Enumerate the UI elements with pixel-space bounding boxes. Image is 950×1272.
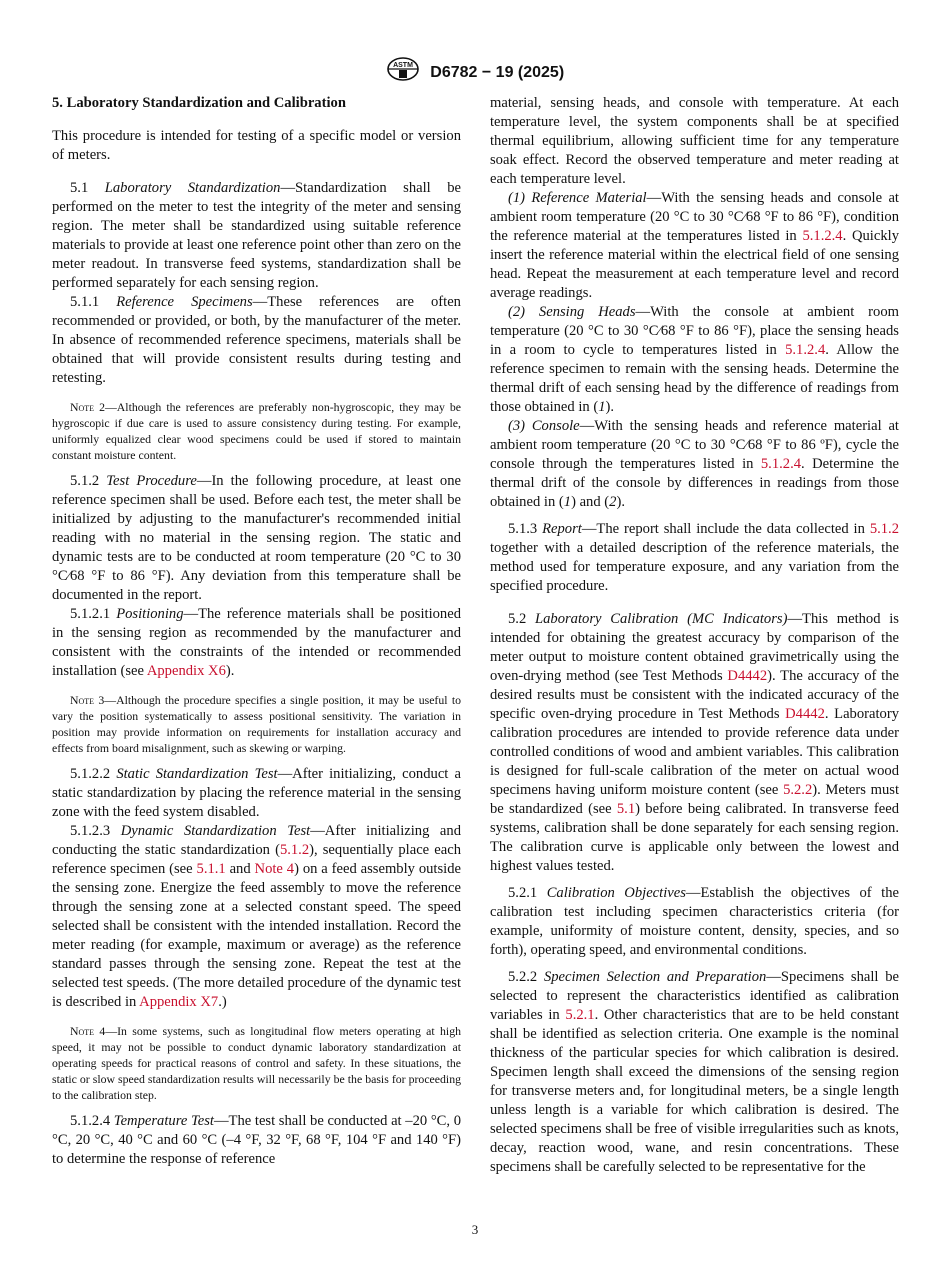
section-title: 5. Laboratory Standardization and Calibration	[52, 95, 346, 111]
link-5-1-2-4[interactable]: 5.1.2.4	[760, 456, 802, 472]
paragraph-title: Reference Specimens	[116, 294, 253, 310]
section-number: 5.1.2	[70, 473, 100, 489]
paragraph-title: Dynamic Standardization Test	[120, 823, 311, 839]
note-4	[52, 1023, 461, 1103]
paragraph-title: Temperature Test	[113, 1113, 214, 1129]
link-5-1-2-4[interactable]: 5.1.2.4	[785, 342, 826, 358]
paragraph-text: —This method is intended for obtaining the greatest accuracy by comparison of the meter output to moisture content obtained gravimetrically using the oven-drying method (see Test Methods	[490, 611, 899, 684]
note-3	[52, 692, 461, 756]
paragraph-5-1-2-3	[52, 822, 461, 1012]
paragraph-5-1-3	[490, 520, 899, 596]
paragraph-5-1-1	[52, 293, 461, 388]
link-note-4[interactable]: Note 4	[254, 861, 295, 877]
paragraph-text: ). The accuracy of the desired results must be consistent with the indicated accuracy of the specific oven-drying procedure in Test Methods	[490, 668, 900, 722]
paragraph-text: —In the following procedure, at least one reference specimen shall be used. Before each test, the meter shall be initialized by adjusting to the manufacturer's recommended initial reading with no material in the sensing region. The static and dynamic tests are to be conducted at room temperature (20 °C to 30 °C⁄68 °F to 86 °F). Any deviation from this temperature shall be documented in the report.	[52, 473, 461, 603]
link-5-1-2[interactable]: 5.1.2	[869, 521, 899, 537]
note-2	[52, 399, 461, 463]
section-number: 5.1.2.2	[70, 766, 111, 782]
paragraph-text: —After initializing, conduct a static standardization by placing the reference material in the sensing zone with the feed system disabled.	[52, 766, 461, 820]
paragraph-text: ), sequentially place each reference specimen (see	[52, 842, 462, 877]
paragraph-title: Static Standardization Test	[116, 766, 278, 782]
item-ref-number: 2	[609, 494, 617, 510]
note-text: —In some systems, such as longitudinal flow meters operating at high speed, it may not be possible to conduct dynamic laboratory standardization at operating speeds for practical reasons of control and safety. In these situations, the static or slow speed standardization results will necessarily be the basis for proceeding to the calibration step.	[52, 1024, 462, 1102]
note-label: Note 3	[70, 693, 105, 707]
item-text: . Quickly insert the reference material within the electrical field of one sensing head. Repeat the measurement at each temperature level and record average readings.	[490, 228, 899, 301]
paragraph-text: .)	[218, 994, 227, 1010]
item-text: . Allow the reference specimen to remain with the sensing heads. Determine the thermal drift of each sensing head by the difference of readings from those obtained in (	[490, 342, 899, 415]
paragraph-text: —The test shall be conducted at –20 °C, 0 °C, 20 °C, 40 °C and 60 °C (–4 °F, 32 °F, 68 °F, 104 °F and 140 °F) to determine the response of reference	[52, 1113, 461, 1167]
paragraph-text: —Specimens shall be selected to represent the characteristics identified as calibration variables in	[490, 969, 899, 1023]
paragraph-5-1	[52, 179, 461, 293]
paragraph-5-2-1	[490, 884, 899, 960]
link-5-1[interactable]: 5.1	[616, 801, 636, 817]
paragraph-text: ). Meters must be standardized (see	[490, 782, 900, 817]
section-number: 5.2.2	[508, 969, 538, 985]
item-ref-number: 1	[563, 494, 572, 510]
item-title: (1) Reference Material	[508, 190, 647, 206]
paragraph-title: Report	[542, 521, 582, 537]
paragraph-title: Laboratory Standardization	[104, 180, 281, 196]
link-5-1-1[interactable]: 5.1.1	[196, 861, 226, 877]
paragraph-text: —The reference materials shall be positioned in the sensing region as recommended by the manufacturer and consistent with the constraints of the intended or recommended installation (see	[52, 606, 461, 679]
note-text: —Although the procedure specifies a single position, it may be useful to vary the position systematically to assess positional sensitivity. The variation in position may provide information on requirements for installation accuracy and effects from board misalignment, such as skewing or warping.	[52, 693, 461, 755]
paragraph-text: —After initializing and conducting the static standardization (	[52, 823, 461, 858]
link-5-2-1[interactable]: 5.2.1	[565, 1007, 595, 1023]
paragraph-text: and	[225, 861, 255, 877]
section-number: 5.1	[70, 180, 89, 196]
paragraph-text: —Establish the objectives of the calibration test including specimen characteristics criteria (for example, uniformity of moisture content, density, species, and so forth), operating speed, and environmental conditions.	[490, 885, 899, 958]
item-title: (2) Sensing Heads	[508, 304, 636, 320]
continued-paragraph: material, sensing heads, and console with temperature. At each temperature level, the system components shall be at specified thermal equilibrium, allowing sufficient time for any temperature soak effect. Record the observed temperature and meter reading at each temperature level.	[490, 95, 899, 187]
item-text: ).	[605, 399, 615, 415]
link-5-1-2-4[interactable]: 5.1.2.4	[802, 228, 843, 244]
paragraph-5-2	[490, 610, 899, 876]
link-d4442[interactable]: D4442	[785, 706, 825, 722]
item-text: . Determine the thermal drift of the console by differences in readings from those obtained in (	[490, 456, 899, 510]
paragraph-text: —The report shall include the data collected in	[581, 521, 870, 537]
item-title: (3) Console	[508, 418, 580, 434]
paragraph-5-1-2	[52, 472, 461, 605]
item-text: ) and (	[571, 494, 610, 510]
link-d4442[interactable]: D4442	[727, 668, 768, 684]
paragraph-title: Calibration Objectives	[546, 885, 686, 901]
paragraph-title: Laboratory Calibration (MC Indicators)	[535, 611, 788, 627]
svg-text:ASTM: ASTM	[392, 62, 413, 69]
designation: D6782 − 19 (2025)	[430, 63, 565, 81]
page-number: 3	[471, 1222, 479, 1237]
section-number: 5.1.2.4	[70, 1113, 111, 1129]
item-text: —With the console at ambient room temperature (20 °C to 30 °C⁄68 °F to 86 °F), place the sensing heads in a room to cycle to temperatures listed in	[490, 304, 899, 358]
page-header	[0, 57, 950, 88]
paragraph-5-2-2	[490, 968, 899, 1177]
item-sensing-heads	[490, 303, 899, 417]
section-number: 5.1.2.3	[70, 823, 111, 839]
link-appendix-x6[interactable]: Appendix X6	[146, 663, 226, 679]
item-reference-material	[490, 189, 899, 303]
paragraph-title: Positioning	[116, 606, 184, 622]
item-text: —With the sensing heads and console at ambient room temperature (20 °C to 30 °C⁄68 °F to 86 °F), condition the reference material at the temperatures listed in	[490, 190, 899, 244]
paragraph-text: ) on a feed assembly outside the sensing zone. Energize the feed assembly to move the reference through the sensing zone at a selected constant speed. The speed selected shall be consistent with the intended installation. Record the meter reading (for example, maximum or average) as the reference standard passes through the sensing zone. Repeat the test at the selected test speeds. (The more detailed procedure of the dynamic test is described in	[52, 861, 461, 1010]
item-text: ).	[616, 494, 625, 510]
paragraph-text: . Laboratory calibration procedures are intended to provide reference data under controlled conditions of wood and ambient variables. This calibration is designed for full-scale calibration of the meter on actual wood specimens having uniform moisture content (see	[490, 706, 899, 798]
astm-logo-icon	[386, 57, 420, 88]
note-label: Note 2	[70, 400, 105, 414]
intro-paragraph: This procedure is intended for testing of a specific model or version of meters.	[52, 128, 461, 163]
paragraph-title: Test Procedure	[106, 473, 197, 489]
paragraph-5-1-2-2	[52, 765, 461, 822]
right-column	[490, 94, 899, 1177]
section-number: 5.2.1	[508, 885, 538, 901]
section-number: 5.1.2.1	[70, 606, 111, 622]
paragraph-text: . Other characteristics that are to be held constant shall be identified as selection criteria. One example is the nominal thickness of the particular species for which calibration is desired. Specimen length shall exceed the dimensions of the sensing region for transverse meters and, for longitudinal meters, be a single length unless length is a variable for which calibration is desired. The selected specimens shall be free of visible irregularities such as knots, decay, reaction wood, wane, and resin concentrations. These specimens shall be carefully selected to be representative for the	[490, 1007, 899, 1175]
paragraph-text: —Standardization shall be performed on the meter to test the integrity of the meter and sensing region. The meter shall be standardized using suitable reference materials to provide at least one reference point other than zero on the meter readout. In transverse feed systems, standardization shall be performed separately for each sensing region.	[52, 180, 461, 291]
link-5-2-2[interactable]: 5.2.2	[783, 782, 813, 798]
link-appendix-x7[interactable]: Appendix X7	[139, 994, 219, 1010]
item-text: —With the sensing heads and reference material at ambient room temperature (20 °C to 30 °C⁄68 °F to 86 ºF), cycle the console through the temperatures listed in	[490, 418, 899, 472]
item-console	[490, 417, 899, 512]
paragraph-text: together with a detailed description of the reference materials, the method used for temperature exposure, and any variation from the specified procedure.	[490, 540, 899, 594]
section-number: 5.1.1	[70, 294, 100, 310]
item-ref-number: 1	[598, 399, 606, 415]
note-text: —Although the references are preferably non-hygroscopic, they may be hygroscopic if due care is used to assure consistency during testing. For example, uniformly equalized clear wood specimens could be used if stored to maintain constant moisture content.	[52, 400, 461, 462]
paragraph-text: —These references are often recommended or provided, or both, by the manufacturer of the meter. In absence of recommended reference specimens, materials shall be obtained that will provide consistent results during testing and retesting.	[52, 294, 461, 386]
paragraph-text: ).	[225, 663, 235, 679]
paragraph-5-1-2-1	[52, 605, 461, 681]
paragraph-title: Specimen Selection and Preparation	[543, 969, 767, 985]
section-number: 5.2	[508, 611, 527, 627]
paragraph-5-1-2-4	[52, 1112, 461, 1169]
link-5-1-2[interactable]: 5.1.2	[279, 842, 310, 858]
paragraph-text: ) before being calibrated. In transverse feed systems, calibration shall be done separately for each sensing region. The calibration curve is applicable only between the lowest and highest values tested.	[490, 801, 899, 874]
left-column	[52, 94, 461, 1169]
note-label: Note 4	[70, 1024, 106, 1038]
section-number: 5.1.3	[508, 521, 538, 537]
